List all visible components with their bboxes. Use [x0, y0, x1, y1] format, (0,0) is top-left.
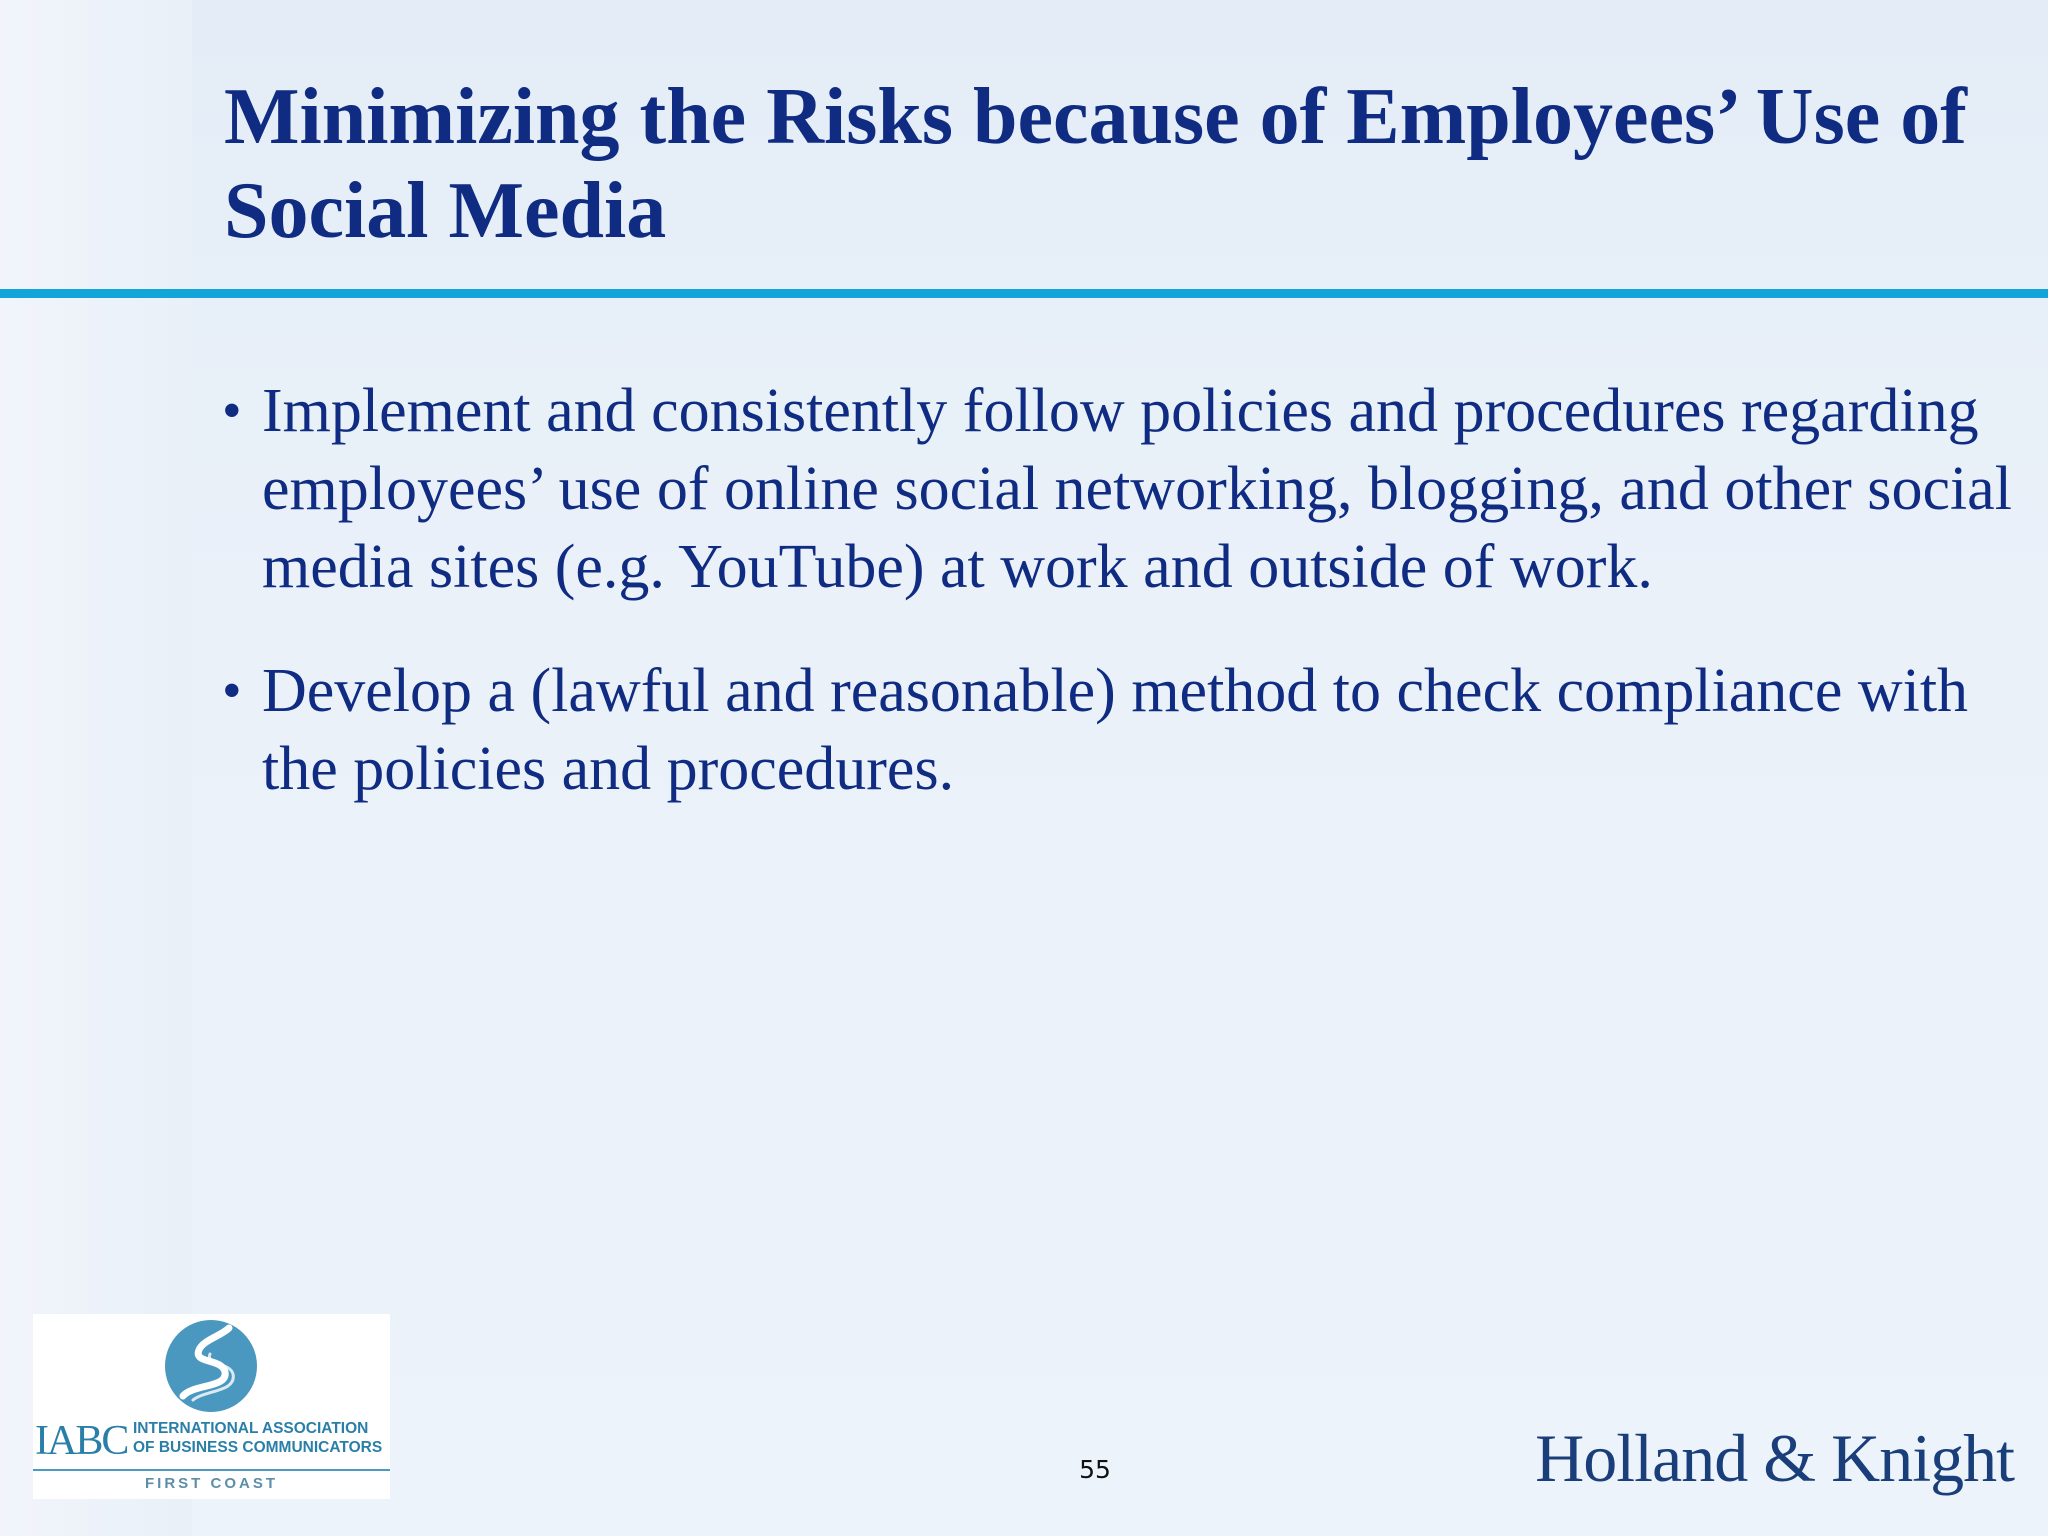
- iabc-chapter: FIRST COAST: [145, 1475, 278, 1492]
- iabc-divider: [33, 1469, 390, 1471]
- bullet-marker: •: [222, 380, 242, 442]
- title-divider: [0, 289, 2048, 298]
- bullet-item: [218, 372, 2018, 606]
- iabc-full-name: INTERNATIONAL ASSOCIATION OF BUSINESS COMMUNICATORS: [133, 1420, 383, 1456]
- bullet-marker: •: [222, 660, 242, 722]
- iabc-logo: [33, 1314, 390, 1499]
- iabc-emblem-icon: [33, 1314, 390, 1414]
- bullet-list: [218, 372, 2018, 808]
- bullet-item: [218, 652, 2018, 808]
- holland-knight-logo: Holland & Knight: [1535, 1420, 2014, 1496]
- bullet-text: Develop a (lawful and reasonable) method to check compliance with the policies and procedures.: [262, 657, 1969, 803]
- slide-title: Minimizing the Risks because of Employees’ Use of Social Media: [224, 73, 1967, 255]
- left-margin-band: [0, 0, 192, 1536]
- bullet-text: Implement and consistently follow policies and procedures regarding employees’ use of online social networking, blogging, and other social media sites (e.g. YouTube) at work and outside of work.: [262, 377, 2012, 601]
- page-number: 55: [1079, 1455, 1111, 1484]
- iabc-letters: IABC: [35, 1418, 128, 1464]
